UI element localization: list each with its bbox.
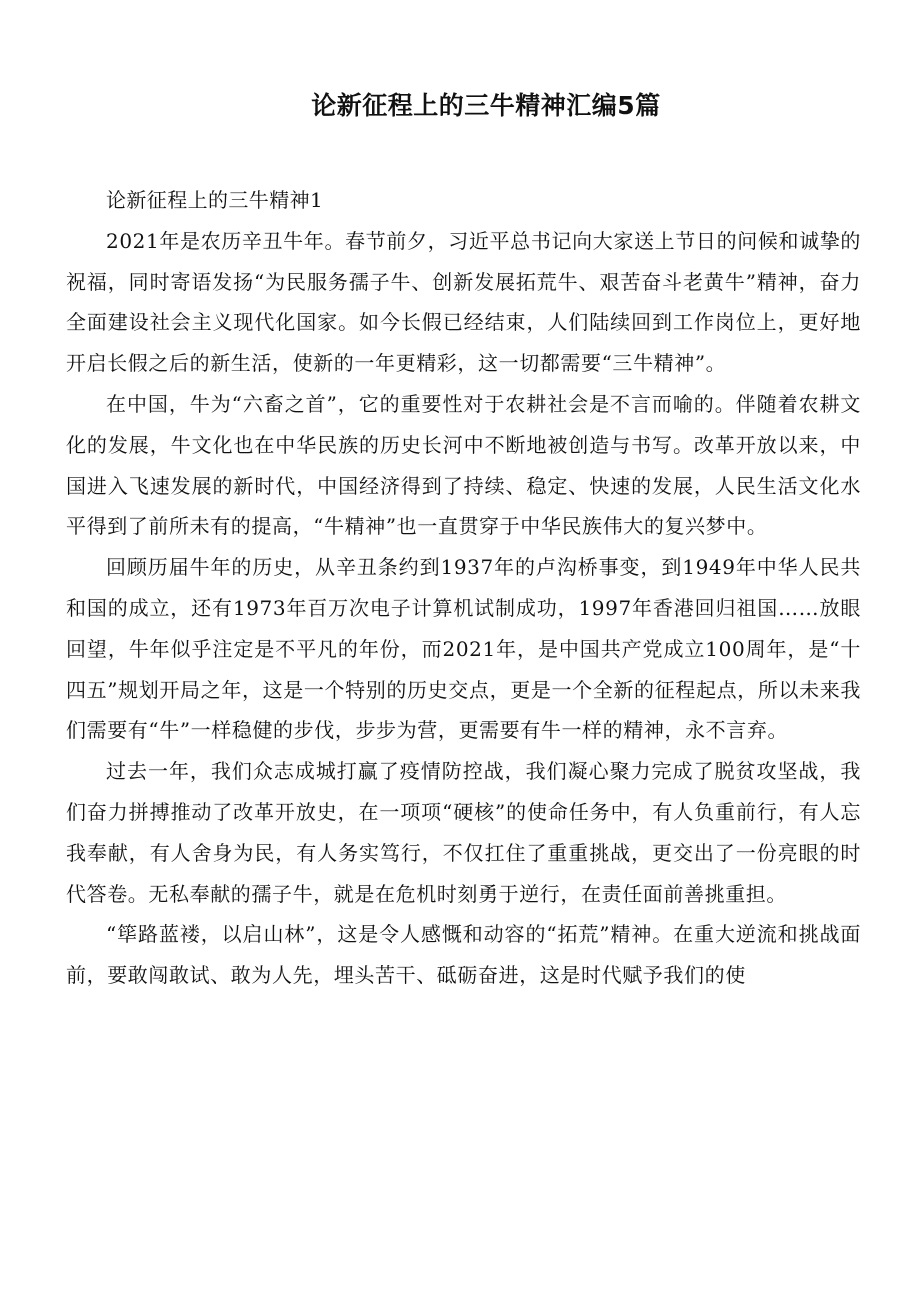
document-title: 论新征程上的三牛精神汇编5篇 — [311, 91, 661, 120]
paragraph: 在中国，牛为“六畜之首”，它的重要性对于农耕社会是不言而喻的。伴随着农耕文化的发展，牛文化也在中华民族的历史长河中不断地被创造与书写。改革开放以来，中国进入飞速发展的新时代，中国经济得到了持续、稳定、快速的发展，人民生活文化水平得到了前所未有的提高，“牛精神”也一直贯穿于中华民族伟大的复兴梦中。 — [66, 391, 861, 539]
paragraph: 2021年是农历辛丑牛年。春节前夕，习近平总书记向大家送上节日的问候和诚挚的祝福，同时寄语发扬“为民服务孺子牛、创新发展拓荒牛、艰苦奋斗老黄牛”精神，奋力全面建设社会主义现代化国家。如今长假已经结束，人们陆续回到工作岗位上，更好地开启长假之后的新生活，使新的一年更精彩，这一切都需要“三牛精神”。 — [66, 228, 861, 376]
section-heading: 论新征程上的三牛精神1 — [106, 188, 324, 212]
paragraph: 回顾历届牛年的历史，从辛丑条约到1937年的卢沟桥事变，到1949年中华人民共和国的成立，还有1973年百万次电子计算机试制成功，1997年香港回归祖国……放眼回望，牛年似乎注定是不平凡的年份，而2021年，是中国共产党成立100周年，是“十四五”规划开局之年，这是一个特别的历史交点，更是一个全新的征程起点，所以未来我们需要有“牛”一样稳健的步伐，步步为营，更需要有牛一样的精神，永不言弃。 — [66, 555, 861, 743]
paragraph: 过去一年，我们众志成城打赢了疫情防控战，我们凝心聚力完成了脱贫攻坚战，我们奋力拼搏推动了改革开放史，在一项项“硬核”的使命任务中，有人负重前行，有人忘我奉献，有人舍身为民，有人务实笃行，不仅扛住了重重挑战，更交出了一份亮眼的时代答卷。无私奉献的孺子牛，就是在危机时刻勇于逆行，在责任面前善挑重担。 — [66, 759, 861, 906]
document-body — [66, 180, 861, 996]
paragraph: “筚路蓝褛，以启山林”，这是令人感慨和动容的“拓荒”精神。在重大逆流和挑战面前，要敢闯敢试、敢为人先，埋头苦干、砥砺奋进，这是时代赋予我们的使 — [66, 922, 861, 988]
